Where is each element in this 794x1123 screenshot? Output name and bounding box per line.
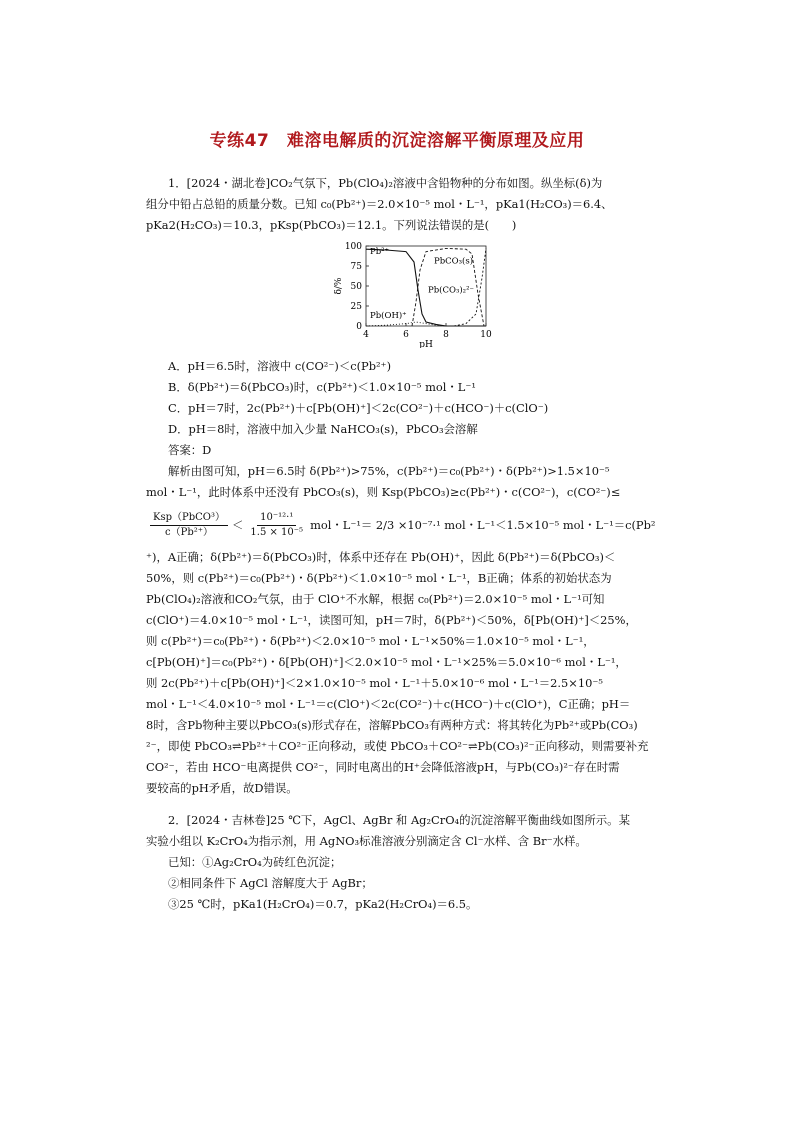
q2-line-5: ③25 ℃时，pKa1(H₂CrO₄)＝0.7，pKa2(H₂CrO₄)＝6.5。 [168,897,478,911]
lead-species-distribution-chart [326,240,496,348]
fraction-value-numerator: 10⁻¹²·¹ [257,511,296,526]
question-1-stem [146,173,666,236]
fraction-tail: mol・L⁻¹＝ 2/3 ×10⁻⁷·¹ mol・L⁻¹＜1.5×10⁻⁵ mol・L⁻¹＝c(Pb² [310,517,656,532]
fraction-ksp [150,511,228,540]
analysis-line-1: 解析由图可知，pH＝6.5时 δ(Pb²⁺)>75%，c(Pb²⁺)＝c₀(Pb²⁺)・δ(Pb²⁺)>1.5×10⁻⁵ [168,464,610,478]
fraction-value-denominator: 1.5 × 10⁻⁵ [250,526,304,538]
q2-line-4: ②相同条件下 AgCl 溶解度大于 AgBr； [168,876,373,890]
analysis-line-10: mol・L⁻¹＜4.0×10⁻⁵ mol・L⁻¹＝c(ClO⁺)＜2c(CO²⁻)＋c(HCO⁻)＋c(ClO⁺)，C正确；pH＝ [146,697,631,711]
analysis-line-8: c[Pb(OH)⁺]＝c₀(Pb²⁺)・δ[Pb(OH)⁺]＜2.0×10⁻⁵ mol・L⁻¹×25%＝5.0×10⁻⁶ mol・L⁻¹， [146,655,627,669]
q1-line-1: 1．[2024・湖北卷]CO₂气氛下，Pb(ClO₄)₂溶液中含铅物种的分布如图。纵坐标(δ)为 [168,176,603,190]
q1-option-d: D．pH＝8时，溶液中加入少量 NaHCO₃(s)，PbCO₃会溶解 [168,422,478,436]
analysis-line-3: ⁺)，A正确；δ(Pb²⁺)＝δ(PbCO₃)时，体系中还存在 Pb(OH)⁺，因此 δ(Pb²⁺)＝δ(PbCO₃)＜ [146,550,616,564]
analysis-line-9: 则 2c(Pb²⁺)＋c[Pb(OH)⁺]＜2×1.0×10⁻⁵ mol・L⁻¹＋5.0×10⁻⁶ mol・L⁻¹＝2.5×10⁻⁵ [146,676,603,690]
analysis-fraction-line [146,503,666,547]
page-title: 专练47 难溶电解质的沉淀溶解平衡原理及应用 [209,131,585,151]
q2-line-1: 2．[2024・吉林卷]25 ℃下，AgCl、AgBr 和 Ag₂CrO₄的沉淀溶解平衡曲线如图所示。某 [168,813,630,827]
question-2-stem [146,810,666,915]
series-label: PbCO₃(s) [434,256,474,267]
series-label: Pb²⁺ [370,247,390,257]
y-tick-label: 75 [350,262,362,272]
chart-svg [326,240,496,348]
q2-line-2: 实验小组以 K₂CrO₄为指示剂，用 AgNO₃标准溶液分别滴定含 Cl⁻水样、含 Br⁻水样。 [146,834,587,848]
analysis-line-5: Pb(ClO₄)₂溶液和CO₂气氛，由于 ClO⁺不水解，根据 c₀(Pb²⁺)＝2.0×10⁻⁵ mol・L⁻¹可知 [146,592,605,606]
fraction-ksp-numerator: Ksp（PbCO³） [150,511,228,526]
series-label: Pb(CO₃)₂²⁻ [428,285,474,296]
analysis-line-6: c(ClO⁺)＝4.0×10⁻⁵ mol・L⁻¹，读图可知，pH＝7时，δ(Pb²⁺)＜50%，δ[Pb(OH)⁺]＜25%， [146,613,637,627]
y-tick-label: 100 [344,242,362,252]
analysis-line-4: 50%，则 c(Pb²⁺)＝c₀(Pb²⁺)・δ(Pb²⁺)＜1.0×10⁻⁵ mol・L⁻¹，B正确；体系的初始状态为 [146,571,612,585]
analysis-line-7: 则 c(Pb²⁺)＝c₀(Pb²⁺)・δ(Pb²⁺)＜2.0×10⁻⁵ mol・L⁻¹×50%＝1.0×10⁻⁵ mol・L⁻¹， [146,634,595,648]
fraction-ksp-denominator: c（Pb²⁺） [164,526,214,538]
less-than-sign: ＜ [232,517,244,532]
q2-line-3: 已知：①Ag₂CrO₄为砖红色沉淀； [168,855,342,869]
analysis-line-2: mol・L⁻¹，此时体系中还没有 PbCO₃(s)，则 Ksp(PbCO₃)≥c(Pb²⁺)・c(CO²⁻)，c(CO²⁻)≤ [146,485,621,499]
q1-option-b: B．δ(Pb²⁺)＝δ(PbCO₃)时，c(Pb²⁺)＜1.0×10⁻⁵ mol・L⁻¹ [168,380,476,394]
q1-line-2: 组分中铅占总铅的质量分数。已知 c₀(Pb²⁺)＝2.0×10⁻⁵ mol・L⁻¹，pKa1(H₂CO₃)＝6.4、 [146,197,613,211]
x-tick-label: 4 [363,330,369,340]
x-tick-label: 6 [403,330,409,340]
y-tick-label: 0 [356,322,362,332]
x-tick-label: 8 [443,330,449,340]
x-tick-label: 10 [480,330,492,340]
q1-option-c: C．pH＝7时，2c(Pb²⁺)＋c[Pb(OH)⁺]＜2c(CO²⁻)＋c(HCO⁻)＋c(ClO⁻) [168,401,549,415]
y-tick-label: 50 [350,282,362,292]
fraction-value [247,511,306,540]
y-tick-label: 25 [350,302,362,312]
analysis-line-11: 8时，含Pb物种主要以PbCO₃(s)形式存在，溶解PbCO₃有两种方式：将其转化为Pb²⁺或Pb(CO₃) [146,718,638,732]
q1-option-a: A．pH＝6.5时，溶液中 c(CO²⁻)＜c(Pb²⁺) [168,359,392,373]
y-axis-label: δ/% [334,277,344,295]
analysis-line-14: 要较高的pH矛盾，故D错误。 [146,781,298,795]
analysis-line-12: ²⁻，即使 PbCO₃⇌Pb²⁺＋CO²⁻正向移动，或使 PbCO₃＋CO²⁻⇌Pb(CO₃)²⁻正向移动，则需要补充 [146,739,649,753]
series-label: Pb(OH)⁺ [370,311,407,321]
x-axis-label: pH [419,340,433,348]
question-1-options-and-analysis [146,356,666,799]
q1-answer: 答案：D [168,443,212,457]
q1-line-3: pKa2(H₂CO₃)＝10.3，pKsp(PbCO₃)＝12.1。下列说法错误的是( ) [146,218,517,232]
analysis-line-13: CO²⁻，若由 HCO⁻电离提供 CO²⁻，同时电离出的H⁺会降低溶液pH，与Pb(CO₃)²⁻存在时需 [146,760,620,774]
